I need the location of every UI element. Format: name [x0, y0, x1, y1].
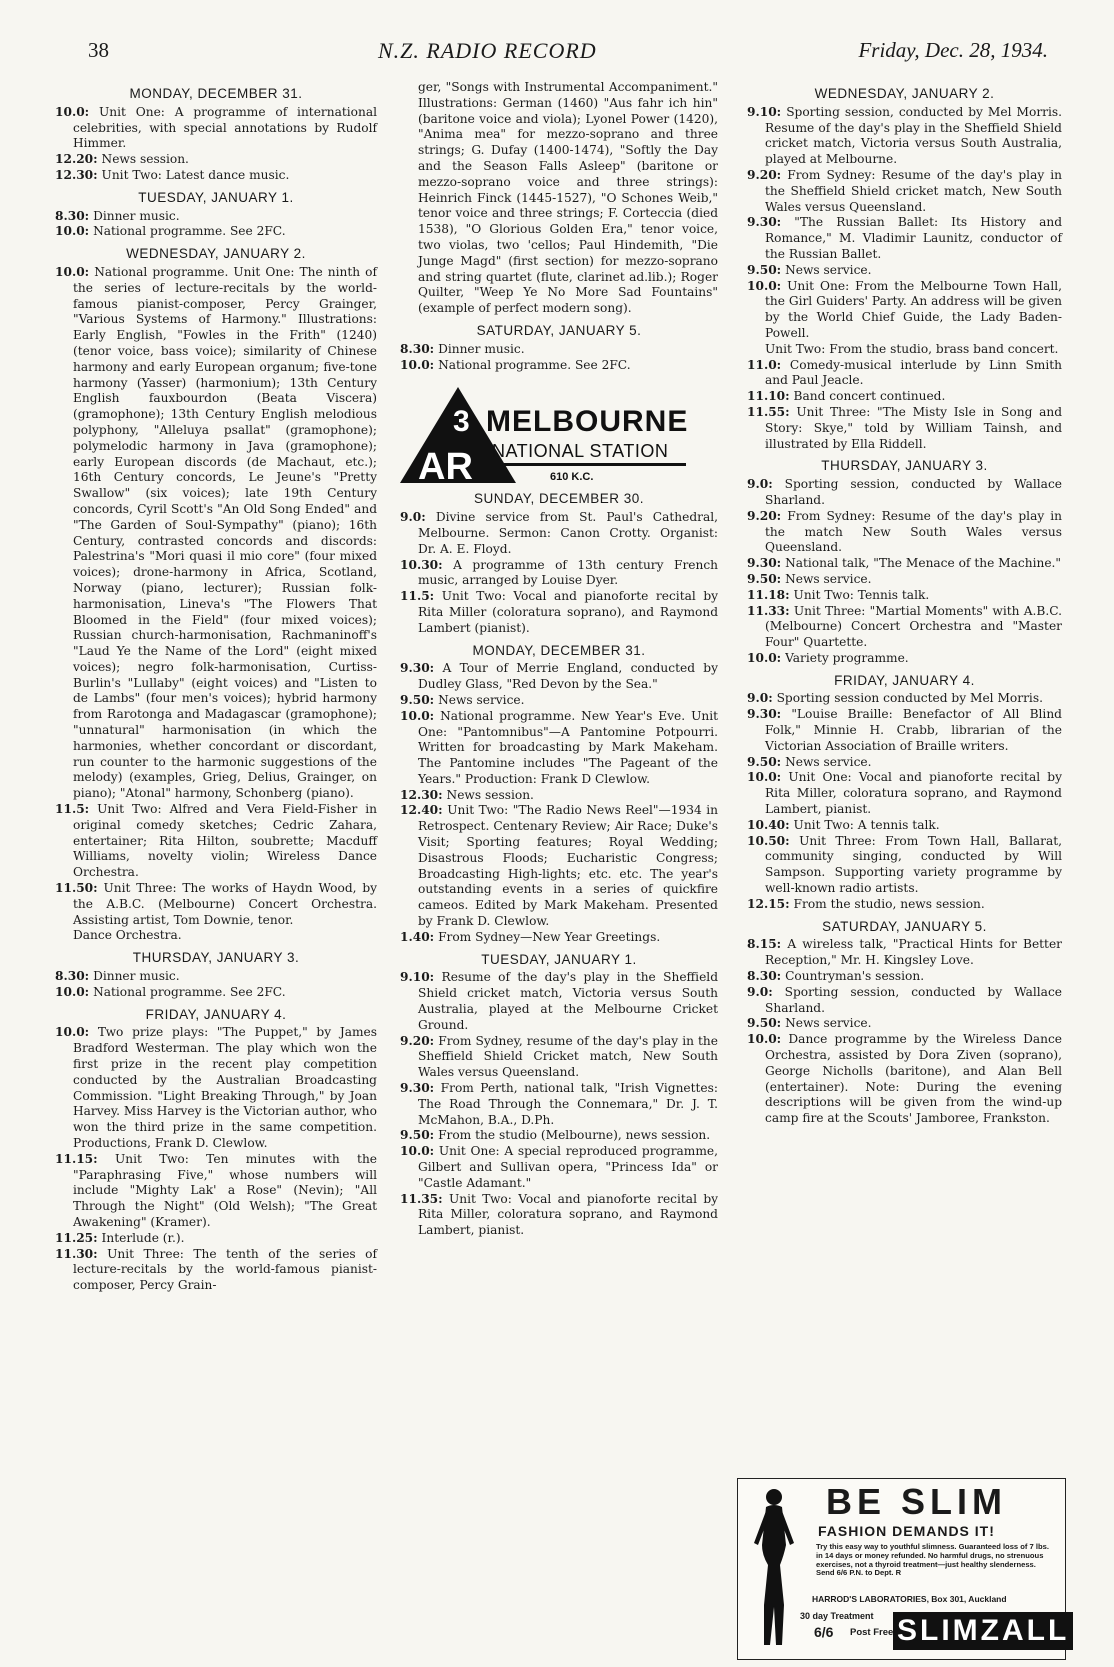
programme-text: Dinner music.: [438, 341, 525, 356]
programme-time: 11.0:: [747, 357, 782, 372]
banner-rule: [496, 463, 686, 466]
programme-entry: [747, 279, 1062, 342]
programme-entry: [55, 985, 377, 1001]
programme-time: 10.0:: [55, 264, 90, 279]
programme-entry: [55, 1152, 377, 1231]
programme-text: Unit Two: Vocal and pianoforte recital by Rita Miller (coloratura soprano), and Raymond Lambert (pianist).: [418, 589, 719, 635]
day-heading: SUNDAY, DECEMBER 30.: [473, 491, 645, 507]
programme-text: A Tour of Merrie England, conducted by Dudley Glass, "Red Devon by the Sea.": [418, 661, 718, 692]
programme-entry: [747, 604, 1062, 651]
programme-entry: [55, 1025, 377, 1151]
programme-time: 9.30:: [747, 707, 782, 722]
day-heading: FRIDAY, JANUARY 4.: [145, 1006, 287, 1022]
programme-entry: [400, 1192, 718, 1239]
programme-time: 9.20:: [747, 167, 782, 182]
day-heading: THURSDAY, JANUARY 3.: [132, 950, 300, 966]
programme-entry: [747, 691, 1062, 707]
programme-text: Countryman's session.: [785, 969, 925, 984]
programme-entry: [747, 985, 1062, 1017]
programme-text: National programme. See 2FC.: [93, 984, 286, 999]
programme-time: 9.0:: [400, 510, 426, 525]
programme-entry: [747, 105, 1062, 168]
programme-entry: [55, 802, 377, 881]
programme-time: 10.0:: [400, 357, 435, 372]
programme-entry: [400, 930, 718, 946]
programme-text: Dinner music.: [93, 969, 180, 984]
programme-text: National programme. Unit One: The ninth of the series of lecture-recitals by the world-famous pianist-composer, Percy Grainger, "Various Systems of Harmony." Illustrations: Early English, "Fowles in the Frith" (1240) (tenor voice, bass voice); similarity of Chinese harmony and early European organum; five-tone harmony (Yasser) (harmonium); 13th Century English fauxbourdon (Beata Viscera) (gramophone); 13th Century English melodious polyphony, "Alleluya psallat" (gramophone); polymelodic harmony in Java (gramophone); early European discords (de Machaut, etc.); 16th Century concords, Le Jeune's "Pretty Swallow" (six voices); late 19th Century concords, Cyril Scott's "An Old Song Ended" and "The Garden of Soul-Sympathy" (piano); 16th Century, contrasted concords and discords: Palestrina's "Mori quasi il mio core" (four mixed voices); drone-harmony in Africa, Scotland, Norway (piano, lecturer); Russian folk-harmonisation, Lineva's "The Flowers That Bloomed in the Field" (four mixed voices); Russian church-harmonisation, Rachmaninoff's "Laud Ye the Name of the Lord" (eight mixed voices); negro folk-harmonisation, Curtiss-Burlin's "Lullaby" (eight voices) and "Listen to de Lambs" (four men's voices); hybrid harmony from Rarotonga and Madagascar (gramophone); "unnatural" harmonisation (in which the harmonies, whether concordant or discordant, run counter to the harmonic suggestions of the melody) (examples, Grieg, Delius, Grainger, on piano); "Atonal" harmony, Schonberg (piano).: [73, 264, 377, 801]
programme-text: Sporting session, conducted by Wallace Sharland.: [765, 984, 1062, 1015]
programme-entry: [55, 209, 377, 225]
programme-text: Dinner music.: [93, 208, 180, 223]
programme-entry: [400, 589, 718, 636]
programme-time: 9.30:: [747, 556, 782, 571]
programme-text: Sporting session conducted by Mel Morris.: [776, 691, 1043, 706]
programme-text: Two prize plays: "The Puppet," by James Bradford Westerman. The play which won the first prize in the recent play competition conducted by the Australian Broadcasting Commission. "Light Breaking Through," by Joan Harvey. Miss Harvey is the Victorian author, who won the third prize in the same competition. Productions, Frank D. Clewlow.: [73, 1025, 378, 1150]
programme-time: 11.5:: [400, 589, 435, 604]
programme-entry: [747, 168, 1062, 215]
programme-time: 9.0:: [747, 984, 773, 999]
programme-time: 11.15:: [55, 1151, 98, 1166]
programme-entry: [747, 937, 1062, 969]
programme-text: Dance programme by the Wireless Dance Orchestra, assisted by Dora Ziven (soprano), George Nicholls (baritone), and Alan Bell (entertainer). Note: During the evening descriptions will be given from the wind-up camp fire at the Scouts' Jamboree, Frankston.: [765, 1032, 1063, 1126]
day-heading: WEDNESDAY, JANUARY 2.: [814, 86, 995, 101]
programme-text: Unit Two: Ten minutes with the "Paraphrasing Five," whose numbers will include "Mighty Lak' a Rose" (Nevin); "All Through the Night" (Old Welsh); "The Great Awakening" (Kramer).: [73, 1151, 377, 1229]
programme-text: Unit Two: Alfred and Vera Field-Fisher in original comedy sketches; Cedric Zahara, entertainer; Rita Hilton, soubrette; Macduff Williams, novelty violin; Wireless Dance Orchestra.: [73, 802, 378, 880]
programme-entry: [400, 1034, 718, 1081]
programme-text: News service.: [785, 1016, 872, 1031]
programme-entry: [747, 1032, 1062, 1127]
programme-entry: [55, 265, 377, 802]
slim-figure-icon: [746, 1485, 800, 1653]
programme-entry: [747, 834, 1062, 897]
programme-time: 10.0:: [400, 708, 435, 723]
programme-time: 10.40:: [747, 817, 790, 832]
column-right: [747, 80, 1062, 1127]
programme-time: 12.20:: [55, 152, 98, 167]
station-subtitle: NATIONAL STATION: [492, 441, 669, 462]
programme-entry: [400, 558, 718, 590]
logo-letters: AR: [418, 446, 473, 486]
programme-entry: [747, 897, 1062, 913]
day-heading: MONDAY, DECEMBER 31.: [129, 86, 303, 101]
programme-time: 9.10:: [747, 104, 782, 119]
logo-number: 3: [453, 405, 470, 439]
programme-time: 9.50:: [747, 262, 782, 277]
programme-time: 11.25:: [55, 1230, 98, 1245]
programme-entry: [747, 477, 1062, 509]
programme-continuation: ger, "Songs with Instrumental Accompaniment." Illustrations: German (1460) "Aus fahr ich hin" (baritone voice and viola); Lyonel Power (1420), "Anima mea" for mezzo-soprano and three strings; G. Dufay (1400-1474), "Softly the Day and the Season Falls Asleep" (baritone or mezzo-soprano voice and three strings): Heinrich Finck (1445-1527), "O Schones Weib," tenor voice and three strings; F. Corteccia (died 1538), "O Glorious Golden Era," tenor voice, two violas, two 'cellos; Paul Hindemith, "Die Junge Magd" (first section) for mezzo-soprano and string quartet (flute, clarinet ad.lib.); Roger Quilter, "Weep Ye No More Sad Fountains" (example of perfect modern song).: [418, 80, 718, 316]
programme-entry: [55, 1247, 377, 1294]
programme-text: From the studio (Melbourne), news session.: [438, 1128, 711, 1143]
issue-date: Friday, Dec. 28, 1934.: [858, 38, 1048, 62]
programme-entry: [747, 572, 1062, 588]
column-middle: [400, 80, 718, 1239]
programme-text: "Louise Braille: Benefactor of All Blind Folk," Minnie H. Crabb, librarian of the Victorian Association of Braille writers.: [765, 707, 1062, 753]
programme-text: Variety programme.: [785, 650, 909, 665]
day-heading: SATURDAY, JANUARY 5.: [476, 322, 642, 338]
programme-time: 11.18:: [747, 587, 790, 602]
programme-text: National programme. New Year's Eve. Unit One: "Pantomnibus"—A Pantomine Potpourri. Written for broadcasting by Mark Makeham. The Pantomine includes "The Pageant of the Years." Production: Frank D Clewlow.: [418, 708, 718, 786]
programme-entry: [747, 770, 1062, 817]
programme-time: 10.0:: [747, 770, 782, 785]
page-number: 38: [88, 38, 109, 62]
programme-time: 9.50:: [400, 692, 435, 707]
programme-text: News session.: [101, 152, 189, 167]
programme-entry: [747, 215, 1062, 262]
programme-time: 11.30:: [55, 1246, 98, 1261]
programme-time: 8.15:: [747, 937, 782, 952]
programme-note: Unit Two: From the studio, brass band concert.: [765, 341, 1059, 356]
column-middle-top: [400, 80, 718, 373]
programme-time: 11.33:: [747, 603, 790, 618]
programme-entry: [400, 342, 718, 358]
programme-text: Unit One: A special reproduced programme, Gilbert and Sullivan opera, "Princess Ida" or "Castle Adamant.": [418, 1144, 718, 1190]
programme-text: Comedy-musical interlude by Linn Smith and Paul Jeacle.: [765, 357, 1062, 388]
programme-entry: [747, 588, 1062, 604]
programme-entry: [55, 224, 377, 240]
programme-text: National programme. See 2FC.: [438, 357, 631, 372]
programme-time: 11.35:: [400, 1191, 443, 1206]
slimzall-advert: [737, 1478, 1070, 1660]
programme-time: 9.0:: [747, 691, 773, 706]
programme-text: News service.: [785, 754, 872, 769]
programme-text: News service.: [785, 571, 872, 586]
programme-entry: [400, 788, 718, 804]
programme-entry: [400, 970, 718, 1033]
programme-text: From Sydney: Resume of the day's play in the Sheffield Shield cricket match, New South Wales versus Queensland.: [765, 167, 1063, 214]
day-heading: THURSDAY, JANUARY 3.: [821, 458, 988, 474]
programme-time: 10.30:: [400, 557, 443, 572]
programme-text: From Sydney: Resume of the day's play in the match New South Wales versus Queensland.: [765, 508, 1063, 555]
publication-title: N.Z. RADIO RECORD: [378, 38, 597, 63]
programme-entry: [747, 969, 1062, 985]
programme-text: Unit Three: "Martial Moments" with A.B.C. (Melbourne) Concert Orchestra and "Master Four" Quartette.: [765, 603, 1062, 650]
programme-entry: [747, 818, 1062, 834]
station-name: MELBOURNE: [486, 405, 689, 439]
programme-text: News service.: [785, 262, 872, 277]
programme-time: 12.30:: [400, 787, 443, 802]
programme-text: Sporting session, conducted by Mel Morris. Resume of the day's play in the Sheffield Shield cricket match, Victoria versus South Australia, played at Melbourne.: [765, 104, 1062, 167]
programme-entry: [400, 1128, 718, 1144]
day-heading: WEDNESDAY, JANUARY 2.: [126, 246, 306, 262]
programme-text: Unit Two: "The Radio News Reel"—1934 in Retrospect. Centenary Review; Air Race; Duke's Visit; Sporting features; Royal Wedding; Disastrous Floods; Eucharistic Congress; Broadcasting High-lights; etc. etc. The year's outstanding events in a series of quickfire cameos. Edited by Mark Makeham. Presented by Frank D. Clewlow.: [418, 803, 719, 929]
programme-text: Unit Three: "The Misty Isle in Song and Story: Skye," told by William Tainsh, and illustrated by Ella Riddell.: [765, 404, 1063, 451]
station-banner-3ar: [400, 383, 718, 485]
advert-body: Try this easy way to youthful slimness. Guaranteed loss of 7 lbs. in 14 days or money refunded. No harmful drugs, no strenuous exercises, not a thyroid treatment—just healthy slenderness. Send 6/6 P.N. to Dept. R: [816, 1542, 1049, 1578]
programme-time: 9.50:: [747, 754, 782, 769]
programme-time: 10.0:: [55, 984, 90, 999]
programme-entry: [55, 1231, 377, 1247]
programme-time: 11.10:: [747, 389, 790, 404]
programme-time: 9.50:: [400, 1128, 435, 1143]
programme-time: 8.30:: [400, 341, 435, 356]
programme-entry: [55, 105, 377, 152]
advert-price-label: Post Free: [850, 1627, 894, 1638]
programme-entry: [400, 661, 718, 693]
programme-entry: [55, 152, 377, 168]
programme-entry: [747, 651, 1062, 667]
advert-subheadline: FASHION DEMANDS IT!: [818, 1523, 995, 1539]
programme-text: News service.: [438, 692, 525, 707]
day-heading: FRIDAY, JANUARY 4.: [834, 672, 975, 688]
programme-text: From Sydney, resume of the day's play in the Sheffield Shield Cricket match, New South Wales versus Queensland.: [418, 1033, 718, 1080]
programme-time: 9.20:: [400, 1033, 435, 1048]
programme-entry: [55, 881, 377, 928]
programme-entry: [747, 1016, 1062, 1032]
programme-text: Band concert continued.: [793, 389, 946, 404]
programme-time: 10.0:: [55, 224, 90, 239]
programme-text: Sporting session, conducted by Wallace Sharland.: [765, 477, 1062, 507]
programme-entry: [747, 358, 1062, 390]
programme-text: Unit One: A programme of international celebrities, with special annotations by Rudolf Himmer.: [73, 104, 377, 151]
day-heading: TUESDAY, JANUARY 1.: [138, 189, 294, 205]
programme-time: 11.50:: [55, 881, 98, 896]
programme-text: Interlude (r.).: [101, 1230, 185, 1245]
programme-entry: [400, 709, 718, 788]
programme-time: 10.0:: [55, 1025, 90, 1040]
programme-time: 9.20:: [747, 508, 782, 523]
programme-text: "The Russian Ballet: Its History and Romance," M. Vladimir Launitz, conductor of the Russian Ballet.: [765, 215, 1063, 261]
programme-time: 9.30:: [747, 215, 782, 230]
page-header: [88, 38, 1048, 74]
programme-text: Divine service from St. Paul's Cathedral, Melbourne. Sermon: Canon Crotty. Organist: Dr. A. E. Floyd.: [418, 510, 718, 556]
programme-time: 10.0:: [747, 1032, 782, 1047]
day-heading: TUESDAY, JANUARY 1.: [481, 951, 637, 967]
programme-entry: [747, 389, 1062, 405]
programme-entry: [400, 1144, 718, 1191]
programme-text: Unit Two: A tennis talk.: [793, 817, 940, 832]
day-heading: SATURDAY, JANUARY 5.: [822, 918, 987, 934]
programme-text: Unit Three: The tenth of the series of lecture-recitals by the world-famous pianist-composer, Percy Grain-: [73, 1246, 377, 1293]
programme-entry: [400, 1081, 718, 1128]
programme-text: A wireless talk, "Practical Hints for Better Reception," Mr. H. Kingsley Love.: [765, 937, 1062, 968]
programme-text: Unit One: Vocal and pianoforte recital by Rita Miller, coloratura soprano, and Raymond Lambert, pianist.: [765, 770, 1062, 817]
programme-note: Dance Orchestra.: [73, 928, 182, 943]
programme-text: News session.: [446, 787, 534, 802]
programme-time: 12.40:: [400, 803, 443, 818]
advert-headline: BE SLIM: [826, 1481, 1008, 1522]
station-frequency: 610 K.C.: [550, 471, 594, 484]
programme-text: A programme of 13th century French music, arranged by Louise Dyer.: [418, 557, 719, 588]
programme-entry: [55, 969, 377, 985]
programme-entry: [55, 168, 377, 184]
programme-time: 8.30:: [55, 969, 90, 984]
programme-time: 11.55:: [747, 404, 790, 419]
programme-time: 9.30:: [400, 661, 435, 676]
programme-entry: [400, 693, 718, 709]
programme-entry: [747, 405, 1062, 452]
programme-entry: [747, 509, 1062, 556]
programme-entry: [400, 803, 718, 929]
programme-time: 9.50:: [747, 1016, 782, 1031]
advert-price: 6/6: [814, 1624, 834, 1640]
advert-brand: SLIMZALL: [893, 1612, 1073, 1650]
programme-time: 10.0:: [747, 278, 782, 293]
programme-text: From Perth, national talk, "Irish Vignettes: The Road Through the Connemara," Dr. J. T. McMahon, B.A., D.Ph.: [418, 1081, 719, 1127]
programme-text: Unit Three: The works of Haydn Wood, by the A.B.C. (Melbourne) Concert Orchestra. Assisting artist, Tom Downie, tenor.: [73, 881, 378, 927]
programme-text: Unit One: From the Melbourne Town Hall, the Girl Guiders' Party. An address will be given by the World Chief Guide, the Lady Baden-Powell.: [765, 278, 1062, 340]
programme-text: National programme. See 2FC.: [93, 224, 286, 239]
programme-time: 12.15:: [747, 896, 790, 911]
programme-time: 12.30:: [55, 167, 98, 182]
advert-maker: HARROD'S LABORATORIES, Box 301, Auckland: [812, 1594, 1007, 1604]
programme-text: Unit Two: Vocal and pianoforte recital by Rita Miller, coloratura soprano, and Raymond Lambert, pianist.: [418, 1191, 719, 1238]
column-left: [55, 80, 377, 1294]
programme-text: From the studio, news session.: [793, 896, 985, 911]
programme-time: 10.50:: [747, 833, 790, 848]
programme-entry: [747, 556, 1062, 572]
programme-time: 10.0:: [55, 104, 90, 119]
programme-time: 8.30:: [55, 208, 90, 223]
programme-time: 9.50:: [747, 571, 782, 586]
programme-text: Unit Two: Tennis talk.: [793, 587, 930, 602]
programme-time: 11.5:: [55, 802, 90, 817]
programme-text: Unit Three: From Town Hall, Ballarat, community singing, conducted by Will Sampson. Supporting variety programme by well-known radio artists.: [765, 833, 1063, 896]
programme-time: 9.10:: [400, 970, 435, 985]
programme-entry: [400, 510, 718, 557]
programme-text: Unit Two: Latest dance music.: [101, 167, 290, 182]
programme-time: 9.30:: [400, 1081, 435, 1096]
programme-entry: [747, 755, 1062, 771]
programme-entry: [747, 263, 1062, 279]
programme-entry: [400, 358, 718, 374]
programme-text: From Sydney—New Year Greetings.: [438, 929, 661, 944]
programme-time: 9.0:: [747, 477, 773, 492]
column-middle-bottom: [400, 491, 718, 1239]
day-heading: MONDAY, DECEMBER 31.: [472, 642, 646, 658]
programme-text: National talk, "The Menace of the Machine.": [785, 556, 1062, 571]
programme-time: 1.40:: [400, 929, 435, 944]
advert-treatment: 30 day Treatment: [800, 1611, 874, 1621]
programme-time: 8.30:: [747, 969, 782, 984]
programme-time: 10.0:: [747, 650, 782, 665]
programme-entry: [747, 707, 1062, 754]
programme-text: Resume of the day's play in the Sheffield Shield cricket match, Victoria versus South Australia, played at the Melbourne Cricket Ground.: [418, 970, 718, 1032]
station-logo: [400, 383, 718, 485]
programme-time: 10.0:: [400, 1144, 435, 1159]
